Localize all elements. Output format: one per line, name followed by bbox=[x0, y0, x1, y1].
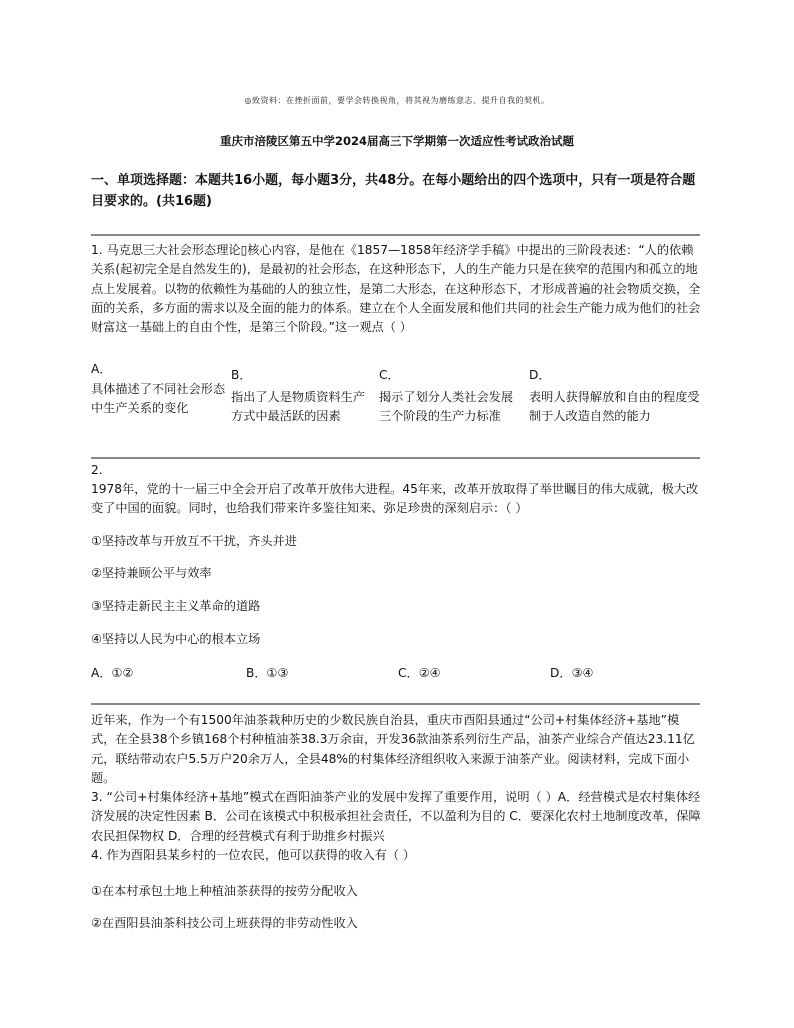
question-2-number: 2. bbox=[91, 463, 103, 477]
header-motto: ◎致资料：在挫折面前，要学会转换视角，将其视为磨练意志、提升自我的契机。 bbox=[244, 96, 550, 105]
q1-option-b-letter: B． bbox=[231, 368, 252, 382]
q1-option-c[interactable] bbox=[379, 366, 517, 427]
q1-option-d-text: 表明人获得解放和自由的程度受制于人改造自然的能力 bbox=[529, 389, 700, 423]
question-2-stem: 1978年，党的十一届三中全会开启了改革开放伟大进程。45年来，改革开放取得了举世瞩目的伟大成就，极大改变了中国的面貌。同时，也给我们带来许多鉴往知来、弥足珍贵的深刻启示：（ ） bbox=[91, 482, 699, 516]
q2-statement-4: ④坚持以人民为中心的根本立场 bbox=[91, 632, 261, 646]
q2-statement-1: ①坚持改革与开放互不干扰，齐头并进 bbox=[91, 534, 297, 548]
material-passage: 近年来，作为一个有1500年油茶栽种历史的少数民族自治县，重庆市酉阳县通过“公司+村集体经济+基地”模式，在全县38个乡镇168个村种植油茶38.3万余亩，开发36款油茶系列衍生产品，油茶产业综合产值达23.11亿元，联结带动农户5.5万户20余万人，全县48%的村集体经济组织收入来源于油茶产业。阅读材料，完成下面小题。 bbox=[91, 713, 695, 785]
q1-option-d-letter: D． bbox=[529, 368, 551, 382]
q2-choice-a[interactable]: A．①② bbox=[91, 666, 134, 680]
q1-option-c-letter: C． bbox=[379, 368, 400, 382]
q1-option-a[interactable] bbox=[91, 360, 226, 419]
divider bbox=[91, 457, 700, 459]
section-heading: 一、单项选择题：本题共16小题，每小题3分，共48分。在每小题给出的四个选项中，只有一项是符合题目要求的。(共16题) bbox=[91, 173, 696, 209]
divider bbox=[91, 234, 700, 236]
q1-option-a-text: 具体描述了不同社会形态中生产关系的变化 bbox=[91, 381, 226, 415]
q1-option-c-text: 揭示了划分人类社会发展三个阶段的生产力标准 bbox=[379, 389, 514, 423]
q2-choice-c[interactable]: C．②④ bbox=[398, 666, 441, 680]
q1-option-b[interactable] bbox=[231, 366, 374, 427]
q2-choice-d[interactable]: D．③④ bbox=[550, 666, 594, 680]
q1-option-d[interactable] bbox=[529, 366, 703, 427]
q4-statement-2: ②在酉阳县油茶科技公司上班获得的非劳动性收入 bbox=[91, 916, 358, 930]
q2-choice-b[interactable]: B．①③ bbox=[246, 666, 289, 680]
q2-statement-3: ③坚持走新民主主义革命的道路 bbox=[91, 599, 261, 613]
q1-option-b-text: 指出了人是物质资料生产方式中最活跃的因素 bbox=[231, 389, 366, 423]
q4-statement-1: ①在本村承包土地上种植油茶获得的按劳分配收入 bbox=[91, 884, 358, 898]
question-3: 3. “公司+村集体经济+基地”模式在酉阳油茶产业的发展中发挥了重要作用，说明（ ）A．经营模式是农村集体经济发展的决定性因素 B．公司在该模式中积极承担社会责任，不以盈利为目的 C．要深化农村土地制度改革，保障农民担保物权 D．合理的经营模式有利于助推乡村振兴 bbox=[91, 790, 701, 843]
q2-statement-2: ②坚持兼顾公平与效率 bbox=[91, 566, 212, 580]
divider bbox=[91, 703, 700, 705]
q1-option-a-letter: A． bbox=[91, 362, 112, 376]
question-4-stem: 4. 作为酉阳县某乡村的一位农民，他可以获得的收入有（ ） bbox=[91, 848, 416, 862]
page-title: 重庆市涪陵区第五中学2024届高三下学期第一次适应性考试政治试题 bbox=[219, 134, 574, 148]
question-1-stem: 1. 马克思三大社会形态理论▯核心内容，是他在《1857—1858年经济学手稿》中提出的三阶段表述：“人的依赖关系(起初完全是自然发生的)，是最初的社会形态，在这种形态下，人的生产能力只是在狭窄的范围内和孤立的地点上发展着。以物的依赖性为基础的人的独立性，是第二大形态，在这种形态下，才形成普遍的社会物质交换，全面的关系，多方面的需求以及全面的能力的体系。建立在个人全面发展和他们共同的社会生产能力成为他们的社会财富这一基础上的自由个性，是第三个阶段。”这一观点（ ） bbox=[91, 243, 701, 335]
